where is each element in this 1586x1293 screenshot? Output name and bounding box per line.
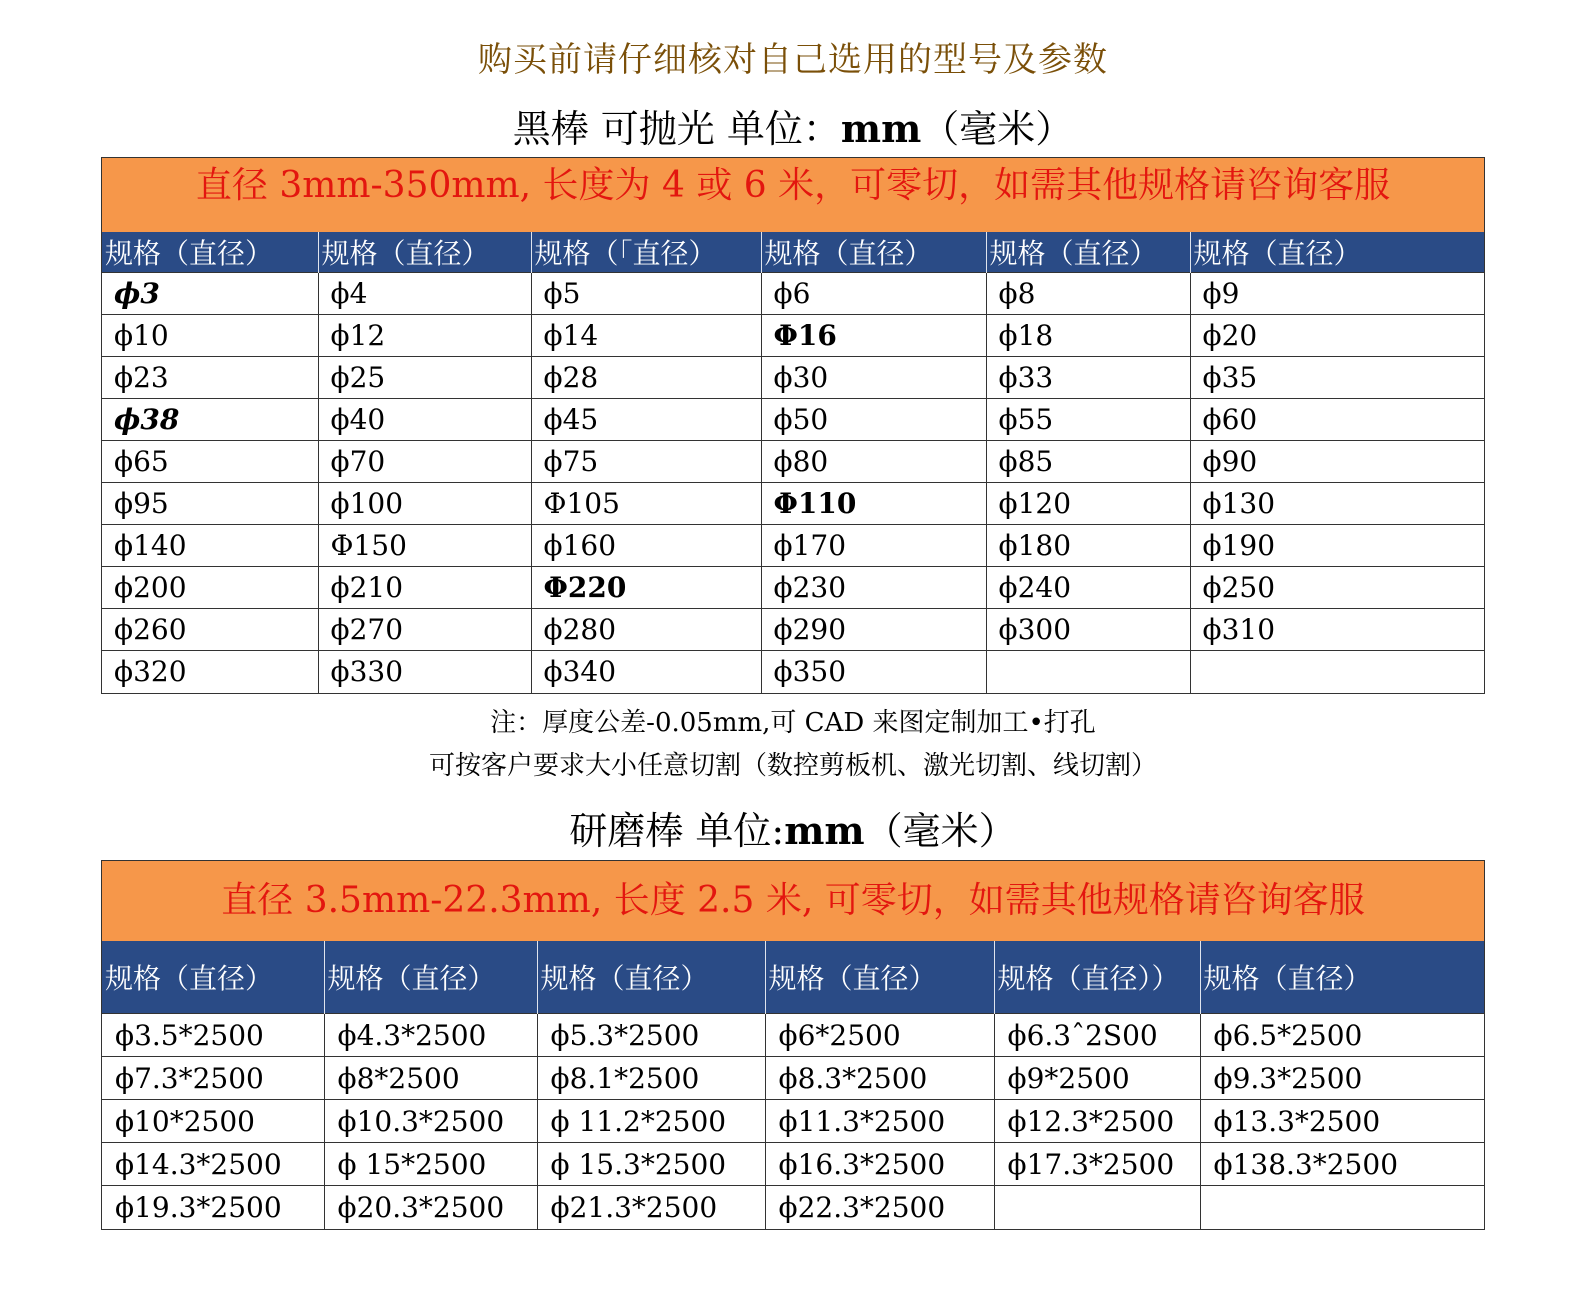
table-cell: ϕ130	[1190, 483, 1484, 525]
table-cell: ϕ80	[761, 441, 986, 483]
grinding-rod-spec-table	[102, 941, 1484, 1229]
table-cell: ϕ6	[761, 273, 986, 315]
table-cell: ϕ28	[531, 357, 761, 399]
cutting-note: 可按客户要求大小任意切割（数控剪板机、激光切割、线切割）	[428, 751, 1157, 781]
black-rod-spec-table	[102, 232, 1484, 693]
table-cell: ϕ6.5*2500	[1200, 1014, 1484, 1057]
table-cell: ϕ12.3*2500	[994, 1100, 1200, 1143]
table-cell: ϕ9.3*2500	[1200, 1057, 1484, 1100]
table-row	[102, 273, 1484, 315]
table-cell: ϕ5.3*2500	[537, 1014, 765, 1057]
table-cell: ϕ4.3*2500	[324, 1014, 537, 1057]
table-row	[102, 1143, 1484, 1186]
table-cell: ϕ300	[986, 609, 1190, 651]
table-cell: ϕ70	[318, 441, 531, 483]
table-cell: Φ150	[318, 525, 531, 567]
table-cell: ϕ290	[761, 609, 986, 651]
table-cell: ϕ95	[102, 483, 318, 525]
table-cell: ϕ11.3*2500	[765, 1100, 994, 1143]
table-cell: ϕ9*2500	[994, 1057, 1200, 1100]
table-cell: ϕ19.3*2500	[102, 1186, 324, 1229]
table-cell: ϕ140	[102, 525, 318, 567]
table-cell: ϕ12	[318, 315, 531, 357]
table-cell: ϕ22.3*2500	[765, 1186, 994, 1229]
section-title-suffix: （毫米）	[921, 107, 1074, 151]
section-title-unit: mm	[840, 106, 922, 151]
section-title-black-rod	[0, 98, 1586, 153]
table-cell: ϕ180	[986, 525, 1190, 567]
column-header: 规格（直径）	[765, 941, 994, 1014]
table-cell: Φ220	[531, 567, 761, 609]
table-cell: ϕ240	[986, 567, 1190, 609]
table-cell: Φ16	[761, 315, 986, 357]
table-cell: ϕ85	[986, 441, 1190, 483]
table-cell: ϕ20.3*2500	[324, 1186, 537, 1229]
section-title-text: 研磨棒 单位:	[569, 809, 785, 853]
table-cell	[1200, 1186, 1484, 1229]
table-cell	[1190, 651, 1484, 693]
table-cell: ϕ75	[531, 441, 761, 483]
table-row	[102, 609, 1484, 651]
table-cell: ϕ7.3*2500	[102, 1057, 324, 1100]
spec-banner: 直径 3.5mm-22.3mm, 长度 2.5 米, 可零切，如需其他规格请咨询客服	[102, 861, 1484, 941]
column-header: 规格（直径）	[1200, 941, 1484, 1014]
table-cell: ϕ55	[986, 399, 1190, 441]
table-cell: ϕ310	[1190, 609, 1484, 651]
column-header: 规格（直径）	[318, 232, 531, 273]
table-cell: ϕ18	[986, 315, 1190, 357]
table-row	[102, 1057, 1484, 1100]
table-cell: ϕ100	[318, 483, 531, 525]
table-cell: ϕ8.3*2500	[765, 1057, 994, 1100]
table-header-row	[102, 232, 1484, 273]
table-cell: ϕ16.3*2500	[765, 1143, 994, 1186]
table-cell: ϕ60	[1190, 399, 1484, 441]
section-title-grinding-rod	[0, 800, 1586, 855]
table-cell: ϕ9	[1190, 273, 1484, 315]
table-cell: ϕ120	[986, 483, 1190, 525]
grinding-rod-spec-block	[101, 860, 1485, 1230]
table-cell: ϕ4	[318, 273, 531, 315]
table-cell: ϕ170	[761, 525, 986, 567]
table-cell: ϕ 11.2*2500	[537, 1100, 765, 1143]
table-cell: ϕ40	[318, 399, 531, 441]
table-row	[102, 651, 1484, 693]
table-cell: ϕ3	[102, 273, 318, 315]
table-row	[102, 1100, 1484, 1143]
table-row	[102, 441, 1484, 483]
table-cell: ϕ210	[318, 567, 531, 609]
table-cell: ϕ340	[531, 651, 761, 693]
table-cell: ϕ20	[1190, 315, 1484, 357]
column-header: 规格（直径）	[324, 941, 537, 1014]
table-cell: ϕ320	[102, 651, 318, 693]
table-header-row	[102, 941, 1484, 1014]
spec-banner: 直径 3mm-350mm, 长度为 4 或 6 米，可零切，如需其他规格请咨询客服	[102, 158, 1484, 232]
column-header: 规格（直径）	[102, 232, 318, 273]
purchase-notice: 购买前请仔细核对自己选用的型号及参数	[478, 40, 1108, 80]
black-rod-spec-block	[101, 157, 1485, 694]
table-row	[102, 567, 1484, 609]
table-cell: ϕ38	[102, 399, 318, 441]
table-cell: ϕ260	[102, 609, 318, 651]
table-cell: ϕ5	[531, 273, 761, 315]
table-cell	[994, 1186, 1200, 1229]
column-header: 规格（直径）	[537, 941, 765, 1014]
column-header: 规格（直径））	[994, 941, 1200, 1014]
table-cell: ϕ23	[102, 357, 318, 399]
table-cell: ϕ8.1*2500	[537, 1057, 765, 1100]
column-header: 规格（「直径）	[531, 232, 761, 273]
table-cell: ϕ45	[531, 399, 761, 441]
table-cell: ϕ138.3*2500	[1200, 1143, 1484, 1186]
table-cell: ϕ30	[761, 357, 986, 399]
table-cell: ϕ33	[986, 357, 1190, 399]
table-cell: ϕ50	[761, 399, 986, 441]
table-cell: Φ105	[531, 483, 761, 525]
table-cell: ϕ14.3*2500	[102, 1143, 324, 1186]
table-cell: ϕ 15*2500	[324, 1143, 537, 1186]
table-cell	[986, 651, 1190, 693]
section-title-suffix: （毫米）	[864, 809, 1017, 853]
table-cell: ϕ8	[986, 273, 1190, 315]
table-cell: ϕ13.3*2500	[1200, 1100, 1484, 1143]
section-title-unit: mm	[784, 808, 865, 853]
table-cell: ϕ65	[102, 441, 318, 483]
table-cell: ϕ3.5*2500	[102, 1014, 324, 1057]
table-cell: ϕ6*2500	[765, 1014, 994, 1057]
table-row	[102, 1014, 1484, 1057]
table-row	[102, 1186, 1484, 1229]
tolerance-note: 注：厚度公差-0.05mm,可 CAD 来图定制加工•打孔	[490, 708, 1096, 738]
table-cell: ϕ10	[102, 315, 318, 357]
section-title-text: 黑棒 可抛光 单位：	[512, 107, 841, 151]
table-cell: ϕ35	[1190, 357, 1484, 399]
table-row	[102, 357, 1484, 399]
column-header: 规格（直径）	[986, 232, 1190, 273]
table-cell: ϕ14	[531, 315, 761, 357]
table-cell: ϕ190	[1190, 525, 1484, 567]
table-cell: ϕ160	[531, 525, 761, 567]
table-cell: ϕ8*2500	[324, 1057, 537, 1100]
table-cell: ϕ10*2500	[102, 1100, 324, 1143]
table-cell: ϕ90	[1190, 441, 1484, 483]
table-cell: ϕ280	[531, 609, 761, 651]
table-row	[102, 315, 1484, 357]
column-header: 规格（直径）	[1190, 232, 1484, 273]
column-header: 规格（直径）	[102, 941, 324, 1014]
table-cell: ϕ21.3*2500	[537, 1186, 765, 1229]
table-cell: Φ110	[761, 483, 986, 525]
table-cell: ϕ17.3*2500	[994, 1143, 1200, 1186]
table-cell: ϕ6.3ˆ2S00	[994, 1014, 1200, 1057]
table-cell: ϕ 15.3*2500	[537, 1143, 765, 1186]
table-cell: ϕ350	[761, 651, 986, 693]
table-cell: ϕ270	[318, 609, 531, 651]
table-cell: ϕ250	[1190, 567, 1484, 609]
table-cell: ϕ200	[102, 567, 318, 609]
table-row	[102, 399, 1484, 441]
table-row	[102, 525, 1484, 567]
table-cell: ϕ330	[318, 651, 531, 693]
table-cell: ϕ25	[318, 357, 531, 399]
table-cell: ϕ10.3*2500	[324, 1100, 537, 1143]
column-header: 规格（直径）	[761, 232, 986, 273]
table-row	[102, 483, 1484, 525]
table-cell: ϕ230	[761, 567, 986, 609]
